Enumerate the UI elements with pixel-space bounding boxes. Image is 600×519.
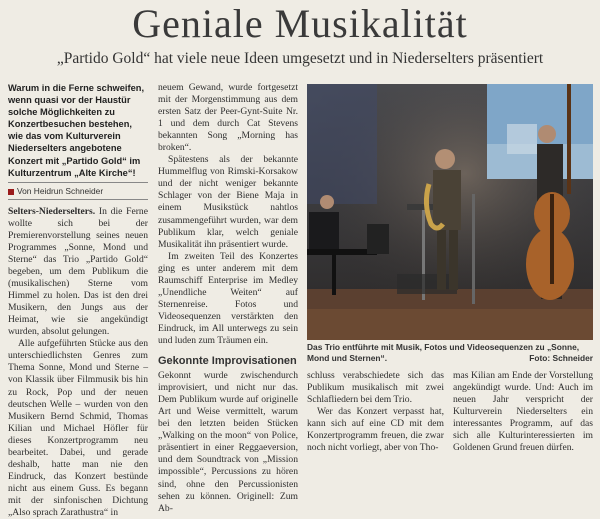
article-headline: Geniale Musikalität	[132, 1, 468, 46]
paragraph: neuem Gewand, wurde fortgesetzt mit der Morgenstimmung aus dem ersten Satz der Peer-Gynt-Suite Nr. 1 und dem durch Cat Stevens bekannten Song „Morning has broken“.	[158, 82, 298, 154]
paragraph: schluss verabschiedete sich das Publikum musikalisch mit zwei Schlafliedern bei dem Trio.	[307, 370, 444, 406]
paragraph: Gekonnt wurde zwischendurch improvisiert, und nicht nur das. Dem Publikum wurde auf originelle Art und Weise vermittelt, warum bei den letzten beiden Stücken „Walking on the moon“ von Police, präsentiert in einer Reggaeversion, und dem Soundtrack von „Mission impossible“, Percussions zu hören sind, ohne den Percussionisten sehen zu können. Originell: Zum Ab-	[158, 370, 298, 514]
paragraph: Alle aufgeführten Stücke aus den unterschiedlichsten Genres zum Thema Sonne, Mond und Sterne – von Klassik über Filmmusik bis hin zu Rock, Pop und der neuen deutschen Welle – wurden von den Musikern Bernd Schmid, Thomas Kilian und Michael Höfler für dieses Konzertprogramm neu bearbeitet. Dabei, und gerade deshalb, hatte man nie den Eindruck, das Konzert bestünde nicht aus einem Guss. Es begann mit der sinfonischen Dichtung „Also sprach Zarathustra“ in	[8, 338, 148, 518]
paragraph: Im zweiten Teil des Konzertes ging es unter anderem mit dem Raumschiff Enterprise im Medley „Unendliche Weiten“ auf Sternenreise. Fotos und Videosequenzen verstärkten den Eindruck, im All unterwegs zu sein und luden zum Träumen ein.	[158, 250, 298, 346]
photo-caption-text: Das Trio entführte mit Musik, Fotos und Videosequenzen zu „Sonne, Mond und Sternen“.	[307, 342, 580, 363]
photo-caption	[307, 342, 593, 363]
paragraph: Wer das Konzert verpasst hat, kann sich auf eine CD mit dem Konzertprogramm freuen, die zwar noch nicht vorliegt, aber von Tho-	[307, 406, 444, 454]
paragraph-text: In die Ferne wollte sich bei der Premierenvorstellung seines neuen Programmes „Sonne, Mond und Sterne“ das Trio „Partido Gold“ begeben, um dem Publikum die (musikalischen) Sterne vom Himmel zu holen. Das ist den drei Musikern, den Jungs aus der Heimat, wie sie angekündigt wurden, absolut gelungen.	[8, 205, 148, 338]
concert-photo	[307, 84, 593, 340]
paragraph	[8, 206, 148, 339]
paragraph: Spätestens als der bekannte Hummelflug von Rimski-Korsakow und der nicht weniger bekannte Schlager von der Biene Maja in einem Musikstück nahtlos zusammengeführt wurden, war dem Publikum klar, welch geniale Musikalität ihn präsentiert wurde.	[158, 154, 298, 250]
byline-author: Von Heidrun Schneider	[17, 185, 104, 196]
byline-square-icon	[8, 189, 14, 195]
text-column-4	[453, 370, 593, 454]
text-column-3	[307, 370, 444, 454]
section-subheading: Gekonnte Improvisationen	[158, 355, 297, 368]
paragraph: mas Kilian am Ende der Vorstellung angekündigt wurde. Und: Auch im neuen Jahr verspricht der Kulturverein Niederselters ein interessantes Programm, auf das sich alle Kulturinteressierten im Goldenen Grund freuen dürfen.	[453, 370, 593, 454]
text-column-1	[8, 82, 148, 519]
article-subheadline: „Partido Gold“ hat viele neue Ideen umgesetzt und in Niederselters präsentiert	[56, 50, 544, 67]
article-lead: Warum in die Ferne schweifen, wenn quasi vor der Haustür solche Möglichkeiten zu Konzertbesuchen bestehen, wie das vom Kulturverein Niederselters angebotene Konzert mit „Partido Gold“ im Kulturzentrum „Alte Kirche“!	[8, 83, 145, 178]
photo-credit: Foto: Schneider	[529, 352, 593, 363]
text-column-2	[158, 82, 298, 515]
dateline: Selters-Niederselters.	[8, 205, 96, 217]
byline	[8, 182, 148, 200]
